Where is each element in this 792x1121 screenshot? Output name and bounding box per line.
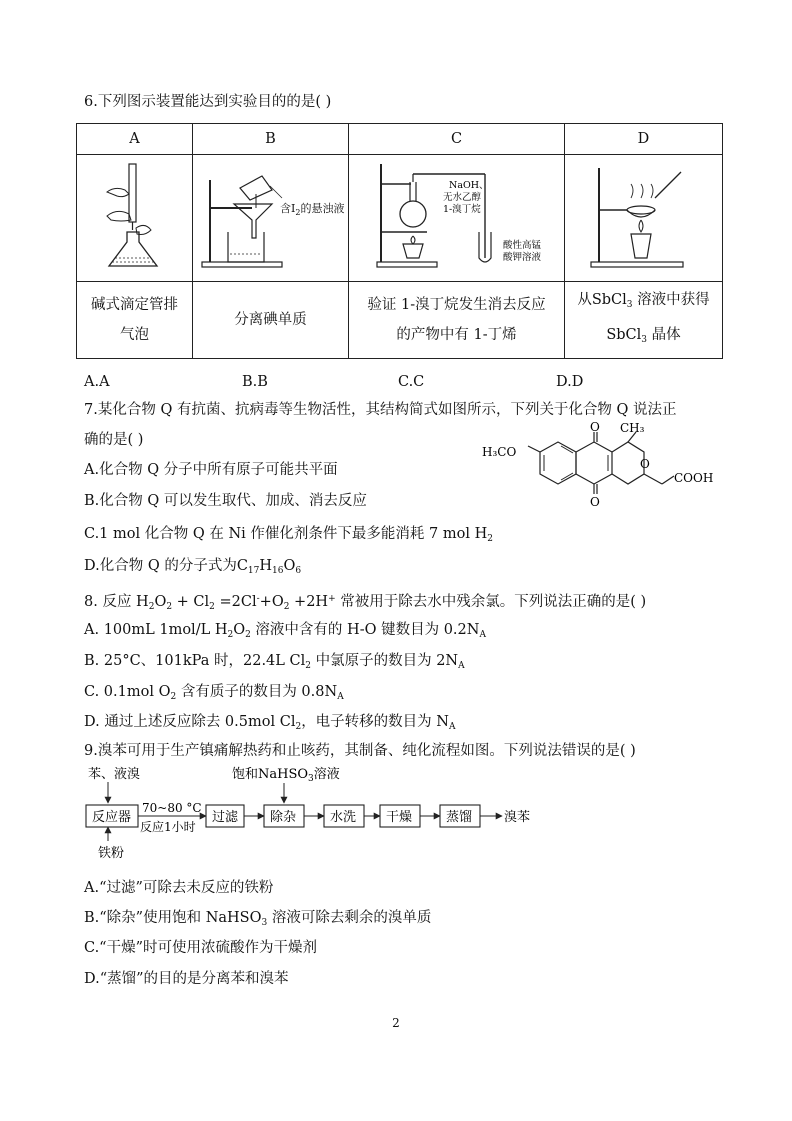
burette-flask-figure [95,158,175,274]
box-water-wash-label: 水洗 [330,810,357,825]
page-number: 2 [392,1016,400,1030]
q7-option-d[interactable]: D.化合物 Q 的分子式为$C_{17}H_{16}O_6$ [84,558,302,576]
q7-option-b[interactable]: B.化合物 Q 可以发生取代、加成、消去反应 [84,493,367,509]
compound-q-structure [478,422,728,522]
q9-stem: 9.溴苯可用于生产镇痛解热药和止咳药，其制备、纯化流程如图。下列说法错误的是( ) [84,743,636,759]
figure-c-label-4: 酸性高锰 [502,240,541,251]
carbonyl-o-top: O [590,422,600,434]
q6-table [76,123,723,359]
q6-stem: 6.下列图示装置能达到实验目的的是( ) [84,94,332,110]
q8-option-b[interactable]: B. 25°C、101kPa 时，22.4L $Cl_2$ 中氯原子的数目为 $2N_A$ [84,653,465,671]
figure-c-label-5: 酸钾溶液 [502,252,541,263]
figure-c-label-2: 无水乙醇 [442,192,481,203]
q6-option-b[interactable]: B.B [242,374,268,390]
reagent-label: 饱和NaHSO$_3$溶液 [232,767,340,784]
figure-b-cell [193,155,349,282]
input-iron-powder: 铁粉 [98,846,125,861]
q9-option-b[interactable]: B.“除杂”使用饱和 NaHSO$_3$ 溶液可除去剩余的溴单质 [84,910,432,928]
elimination-apparatus-figure [357,158,557,274]
q7-stem-2: 确的是( ) [84,432,144,448]
q6-option-c[interactable]: C.C [398,374,425,390]
figure-c-label-3: 1-溴丁烷 [442,204,481,215]
svg-text:无水乙醇 [443,191,482,203]
header-b: B [193,124,349,155]
figure-b-label-sub: 2 [294,208,300,217]
q7-stem-1: 7.某化合物 Q 有抗菌、抗病毒等生物活性，其结构简式如图所示，下列关于化合物 Q 说法正 [84,402,677,418]
desc-c: 验证 1-溴丁烷发生消去反应 的产物中有 1-丁烯 [349,282,565,359]
q6-option-d[interactable]: D.D [556,374,584,390]
q7-option-a[interactable]: A.化合物 Q 分子中所有原子可能共平面 [84,462,338,478]
box-distillation-label: 蒸馏 [446,810,473,825]
q9-option-c[interactable]: C.“干燥”时可使用浓硫酸作为干燥剂 [84,940,318,956]
q8-option-c[interactable]: C. 0.1mol $O_2$ 含有质子的数目为 $0.8N_A$ [84,684,344,702]
box-filter-label: 过滤 [212,810,239,825]
figure-c-cell [349,155,565,282]
carboxyl-label: COOH [674,471,714,485]
box-reactor-label: 反应器 [92,810,132,825]
svg-text:1-溴丁烷 [443,203,481,215]
methoxy-label: H₃CO [482,445,517,459]
q9-option-d[interactable]: D.“蒸馏”的目的是分离苯和溴苯 [84,971,289,987]
bromobenzene-flowchart [84,765,584,865]
desc-d: 从SbCl$_3$ 溶液中获得 SbCl$_3$ 晶体 [565,282,723,359]
q7-option-c[interactable]: C.1 mol 化合物 Q 在 Ni 作催化剂条件下最多能消耗 7 mol $H_2$ [84,526,493,544]
condition-temperature: 70~80 °C [142,801,202,815]
desc-a: 碱式滴定管排 气泡 [77,282,193,359]
figure-d-cell [565,155,723,282]
figure-a-cell [77,155,193,282]
desc-b: 分离碘单质 [193,282,349,359]
header-c: C [349,124,565,155]
header-d: D [565,124,723,155]
q8-stem: 8. 反应 $H_2O_2 + Cl_2 =2Cl^-+O_2 +2H^+$ 常被用于除去水中残余氯。下列说法正确的是( ) [84,594,647,612]
figure-c-label-1: NaOH、 [448,180,489,191]
q6-option-a[interactable]: A.A [84,374,110,390]
figure-b-label-tail: 的悬浊液 [299,202,344,215]
ring-oxygen-label: O [640,457,650,471]
q9-option-a[interactable]: A.“过滤”可除去未反应的铁粉 [84,880,274,896]
carbonyl-o-bottom: O [590,495,600,509]
product-label: 溴苯 [504,810,531,825]
q8-option-d[interactable]: D. 通过上述反应除去 0.5mol $Cl_2$，电子转移的数目为 $N_A$ [84,714,456,732]
input-benzene-bromine: 苯、液溴 [88,767,141,782]
box-drying-label: 干燥 [386,810,413,825]
svg-text:酸钾溶液 [503,251,542,263]
box-impurity-removal-label: 除杂 [270,810,297,825]
q8-option-a[interactable]: A. 100mL 1mol/L $H_2O_2$ 溶液中含有的 H-O 键数目为 $0.2N_A$ [84,622,486,640]
condition-time: 反应1小时 [140,820,196,834]
svg-text:NaOH、 [449,180,489,191]
svg-text:含I2的悬浊液 [280,201,344,217]
methyl-label: CH₃ [620,422,645,435]
figure-b-label: 含I [279,202,295,215]
header-a: A [77,124,193,155]
filtration-figure [196,158,346,274]
evaporation-figure [579,158,709,274]
svg-text:酸性高锰 [503,239,542,251]
